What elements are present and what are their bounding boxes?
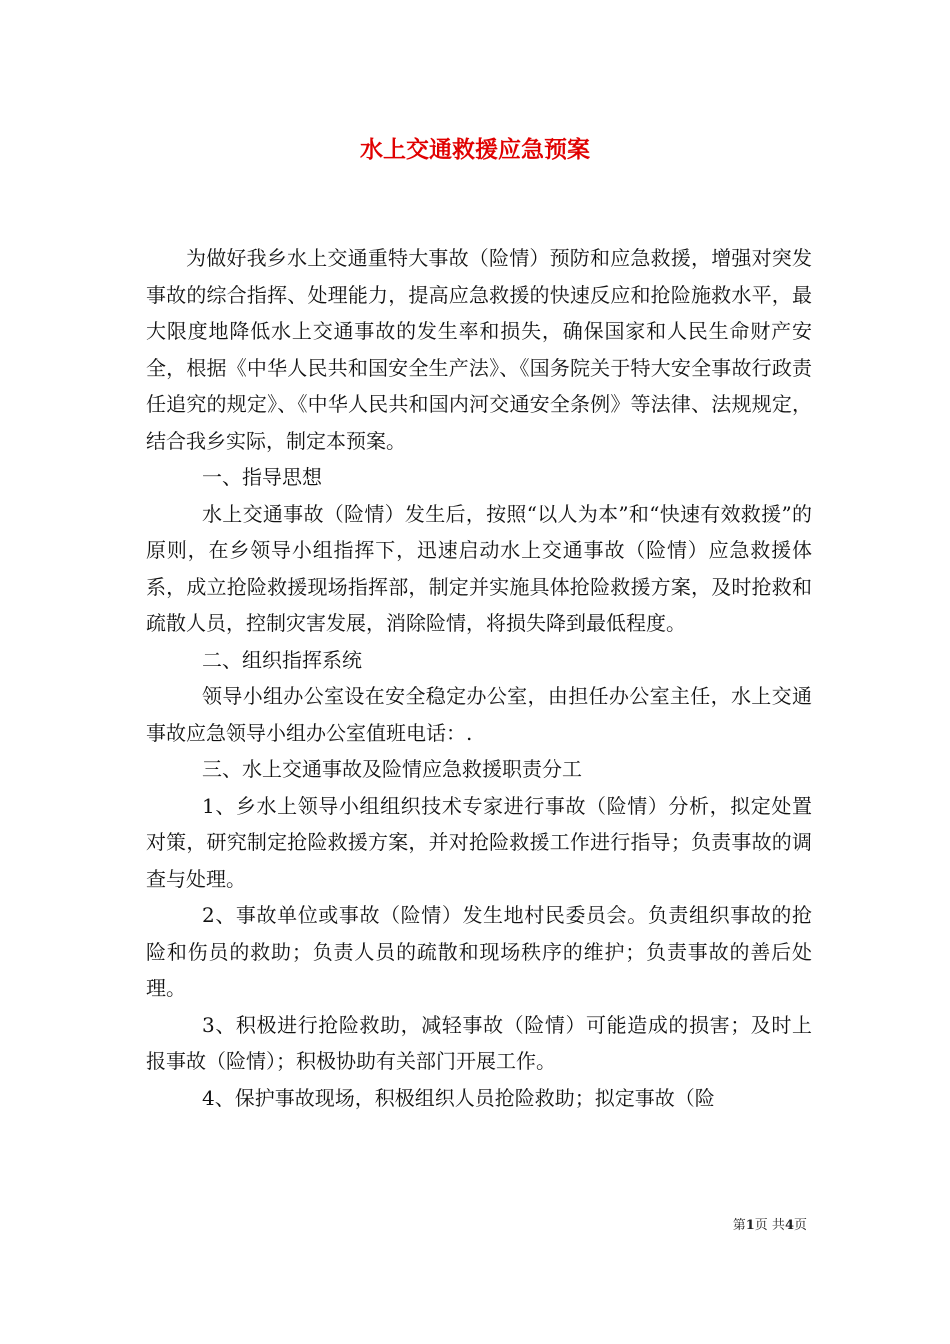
document-title: 水上交通救援应急预案 [360,136,590,163]
page-middle: 页 共 [754,1218,785,1233]
total-pages: 4 [784,1218,794,1233]
page-number [733,1217,807,1235]
section-heading-responsibilities: 三、水上交通事故及险情应急救援职责分工 [202,757,582,781]
page-suffix: 页 [793,1218,807,1233]
guiding-ideology-paragraph: 水上交通事故（险情）发生后，按照“以人为本”和“快速有效救援”的原则，在乡领导小组指挥下，迅速启动水上交通事故（险情）应急救援体系，成立抢险救援现场指挥部，制定并实施具体抢险救援方案，及时抢救和疏散人员，控制灾害发展，消除险情，将损失降到最低程度。 [146,501,812,635]
responsibility-item-1: 1、乡水上领导小组组织技术专家进行事故（险情）分析，拟定处置对策，研究制定抢险救援方案，并对抢险救援工作进行指导；负责事故的调查与处理。 [146,793,812,891]
document-body [146,240,812,1116]
intro-paragraph: 为做好我乡水上交通重特大事故（险情）预防和应急救援，增强对突发事故的综合指挥、处理能力，提高应急救援的快速反应和抢险施救水平，最大限度地降低水上交通事故的发生率和损失，确保国家和人民生命财产安全，根据《中华人民共和国安全生产法》、《国务院关于特大安全事故行政责任追究的规定》、《中华人民共和国内河交通安全条例》等法律、法规规定，结合我乡实际，制定本预案。 [146,246,812,453]
section-heading-command-system: 二、组织指挥系统 [202,647,362,672]
section-heading-guiding-ideology: 一、指导思想 [202,465,322,489]
responsibility-item-3: 3、积极进行抢险救助，减轻事故（险情）可能造成的损害；及时上报事故（险情）；积极协助有关部门开展工作。 [146,1012,812,1073]
page-prefix: 第 [732,1218,746,1233]
current-page: 1 [745,1218,755,1233]
command-system-paragraph: 领导小组办公室设在安全稳定办公室，由担任办公室主任，水上交通事故应急领导小组办公室值班电话：. [146,684,812,745]
responsibility-item-4: 4、保护事故现场，积极组织人员抢险救助；拟定事故（险 [202,1085,715,1110]
responsibility-item-2: 2、事故单位或事故（险情）发生地村民委员会。负责组织事故的抢险和伤员的救助；负责人员的疏散和现场秩序的维护；负责事故的善后处理。 [146,903,812,1000]
